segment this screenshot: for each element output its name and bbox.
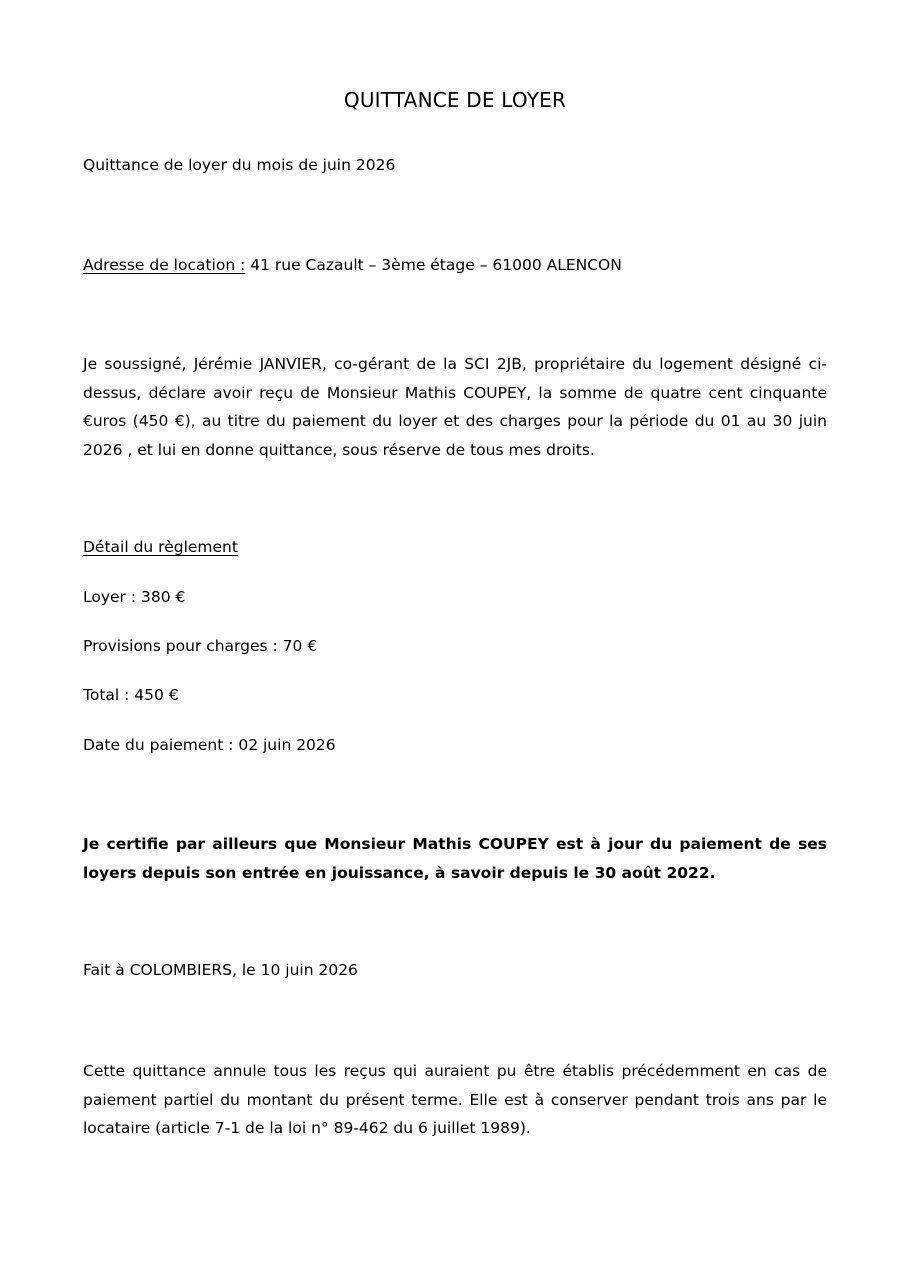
place-date-line: Fait à COLOMBIERS, le 10 juin 2026 <box>83 961 358 979</box>
certification-paragraph: Je certifie par ailleurs que Monsieur Mathis COUPEY est à jour du paiement de ses loyers depuis son entrée en jouissance, à savoir depuis le 30 août 2022. <box>83 835 827 882</box>
address-value: 41 rue Cazault – 3ème étage – 61000 ALENCON <box>245 256 622 274</box>
total-amount-line: Total : 450 € <box>83 686 179 704</box>
receipt-month-line: Quittance de loyer du mois de juin 2026 <box>83 156 396 174</box>
address-label: Adresse de location : <box>83 256 246 274</box>
payment-detail-heading: Détail du règlement <box>83 538 238 556</box>
payment-date-line: Date du paiement : 02 juin 2026 <box>83 736 336 754</box>
rental-address-line <box>83 256 622 274</box>
legal-notice-paragraph: Cette quittance annule tous les reçus qui auraient pu être établis précédemment en cas de paiement partiel du montant du présent terme. Elle est à conserver pendant trois ans par le locataire (article 7-1 de la loi n° 89-462 du 6 juillet 1989). <box>83 1062 827 1137</box>
rent-amount-line: Loyer : 380 € <box>83 588 186 606</box>
declaration-paragraph: Je soussigné, Jérémie JANVIER, co-gérant de la SCI 2JB, propriétaire du logement désigné ci-dessus, déclare avoir reçu de Monsieur Mathis COUPEY, la somme de quatre cent cinquante €uros (450 €), au titre du paiement du loyer et des charges pour la période du 01 au 30 juin 2026 , et lui en donne quittance, sous réserve de tous mes droits. <box>83 355 827 459</box>
charges-amount-line: Provisions pour charges : 70 € <box>83 637 318 655</box>
document-title: QUITTANCE DE LOYER <box>343 88 567 112</box>
